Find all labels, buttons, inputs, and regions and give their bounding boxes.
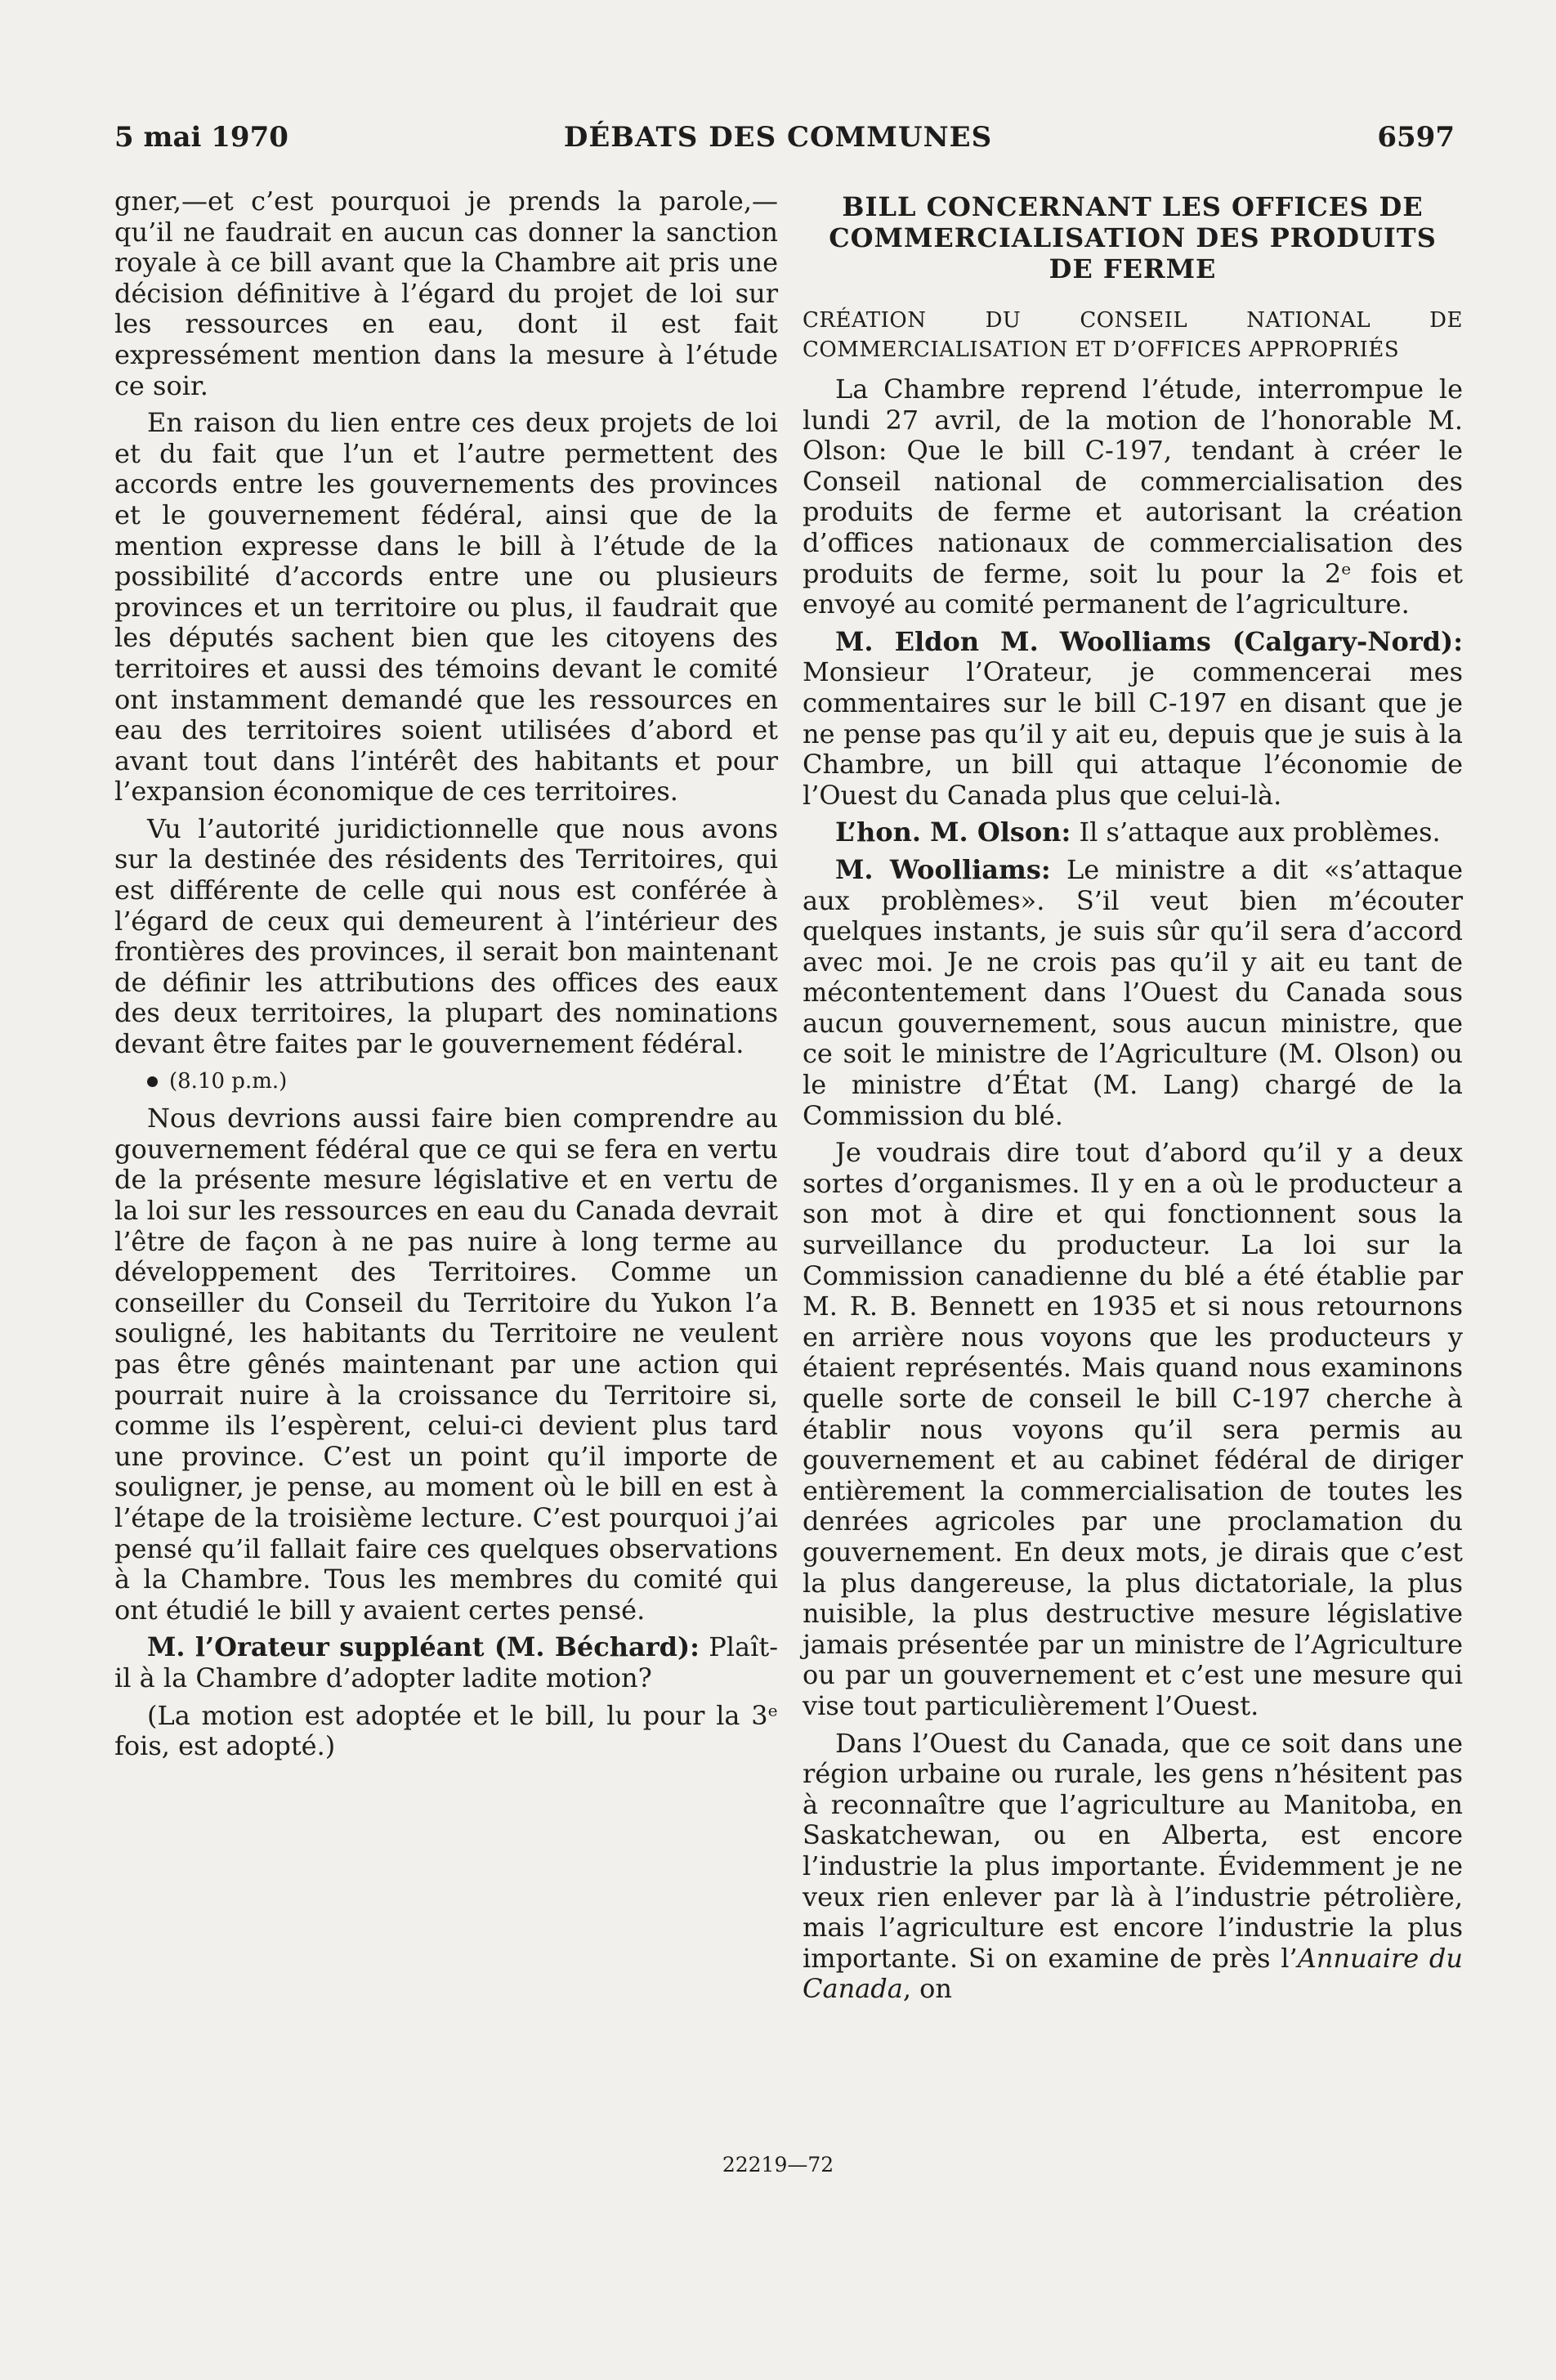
- speech-text: Monsieur l’Orateur, je commencerai mes commentaires sur le bill C-197 en disant que je ne pense pas qu’il y ait eu, depuis que je suis à la Chambre, un bill qui attaque l’économie de l’Ouest du Canada plus que celui-là.: [803, 656, 1463, 811]
- paragraph: [114, 1632, 778, 1693]
- publication-title: Annuaire du Canada: [803, 1942, 1464, 2005]
- bullet-icon: [147, 1076, 158, 1087]
- paragraph: [803, 855, 1463, 1131]
- paragraph: gner,—et c’est pourquoi je prends la parole,—qu’il ne faudrait en aucun cas donner la sanction royale à ce bill avant que la Chambre ait pris une décision définitive à l’égard du projet de loi sur les ressources en eau, dont il est fait expressément mention dans la mesure à l’étude ce soir.: [114, 186, 778, 401]
- page-number: 6597: [1377, 121, 1455, 154]
- paragraph: [803, 817, 1463, 848]
- paragraph: La Chambre reprend l’étude, interrompue le lundi 27 avril, de la motion de l’honorable M. Olson: Que le bill C-197, tendant à créer le Conseil national de commercialisation des produits de ferme et autorisant la création d’offices nationaux de commercialisation des produits de ferme, soit lu pour la 2ᵉ fois et envoyé au comité permanent de l’agriculture.: [803, 374, 1463, 620]
- paragraph: [803, 1729, 1463, 2005]
- speech-text: Le ministre a dit «s’attaque aux problèmes». S’il veut bien m’écouter quelques instants, je suis sûr qu’il sera d’accord avec moi. Je ne crois pas qu’il y ait eu tant de mécontentement dans l’Ouest du Canada sous aucun gouvernement, sous aucun ministre, que ce soit le ministre de l’Agriculture (M. Olson) ou le ministre d’État (M. Lang) chargé de la Commission du blé.: [803, 853, 1464, 1131]
- text-segment: Dans l’Ouest du Canada, que ce soit dans une région urbaine ou rurale, les gens n’hésitent pas à reconnaître que l’agriculture au Manitoba, en Saskatchewan, ou en Alberta, est encore l’industrie la plus importante. Évidemment je ne veux rien enlever par là à l’industrie pétrolière, mais l’agriculture est encore l’industrie la plus importante. Si on examine de près l’: [803, 1727, 1463, 1974]
- text-segment: , on: [902, 1973, 953, 2005]
- speaker-name: M. Eldon M. Woolliams (Calgary-Nord):: [835, 625, 1463, 657]
- right-column: [803, 186, 1463, 2011]
- time-text: (8.10 p.m.): [169, 1068, 288, 1094]
- left-column: [114, 186, 778, 1769]
- speaker-name: L’hon. M. Olson:: [835, 816, 1071, 848]
- paragraph: (La motion est adoptée et le bill, lu pour la 3ᵉ fois, est adopté.): [114, 1699, 778, 1762]
- speech-text: Plaît-il à la Chambre d’adopter ladite motion?: [114, 1631, 779, 1693]
- footer-code: 22219—72: [722, 2153, 834, 2176]
- paragraph: Vu l’autorité juridictionnelle que nous avons sur la destinée des résidents des Territoires, qui est différente de celle qui nous est conférée à l’égard de ceux qui demeurent à l’intérieur des frontières des provinces, il serait bon maintenant de définir les attributions des offices des eaux des deux territoires, la plupart des nominations devant être faites par le gouvernement fédéral.: [114, 812, 778, 1060]
- speaker-name: M. Woolliams:: [835, 853, 1051, 885]
- speech-text: Il s’attaque aux problèmes.: [1079, 816, 1441, 848]
- speaker-name: M. l’Orateur suppléant (M. Béchard):: [147, 1631, 700, 1663]
- bill-title: BILL CONCERNANT LES OFFICES DE COMMERCIALISATION DES PRODUITS DE FERME: [829, 191, 1437, 284]
- header-date: 5 mai 1970: [114, 121, 288, 154]
- paragraph: Je voudrais dire tout d’abord qu’il y a deux sortes d’organismes. Il y en a où le producteur a son mot à dire et qui fonctionnent sous la surveillance du producteur. La loi sur la Commission canadienne du blé a été établie par M. R. B. Bennett en 1935 et si nous retournons en arrière nous voyons que les producteurs y étaient représentés. Mais quand nous examinons quelle sorte de conseil le bill C-197 cherche à établir nous voyons qu’il sera permis au gouvernement et au cabinet fédéral de diriger entièrement la commercialisation de toutes les denrées agricoles par une proclamation du gouvernement. En deux mots, je dirais que c’est la plus dangereuse, la plus dictatoriale, la plus nuisible, la plus destructive mesure législative jamais présentée par un ministre de l’Agriculture ou par un gouvernement et c’est une mesure qui vise tout particulièrement l’Ouest.: [803, 1137, 1463, 1721]
- paragraph: En raison du lien entre ces deux projets de loi et du fait que l’un et l’autre permettent des accords entre les gouvernements des provinces et le gouvernement fédéral, ainsi que de la mention expresse dans le bill à l’étude de la possibilité d’accords entre une ou plusieurs provinces et un territoire ou plus, il faudrait que les députés sachent bien que les citoyens des territoires et aussi des témoins devant le comité ont instamment demandé que les ressources en eau des territoires soient utilisées d’abord et avant tout dans l’intérêt des habitants et pour l’expansion économique de ces territoires.: [114, 407, 778, 808]
- header-title: DÉBATS DES COMMUNES: [563, 121, 993, 154]
- time-stamp: [114, 1067, 778, 1098]
- paragraph: Nous devrions aussi faire bien comprendre au gouvernement fédéral que ce qui se fera en vertu de la présente mesure législative et en vertu de la loi sur les ressources en eau du Canada devrait l’être de façon à ne pas nuire à long terme au développement des Territoires. Comme un conseiller du Conseil du Territoire du Yukon l’a souligné, les habitants du Territoire ne veulent pas être gênés maintenant par une action qui pourrait nuire à la croissance du Territoire si, comme ils l’espèrent, celui-ci devient plus tard une province. C’est un point qu’il importe de souligner, je pense, au moment où le bill en est à l’étape de la troisième lecture. C’est pourquoi j’ai pensé qu’il fallait faire ces quelques observations à la Chambre. Tous les membres du comité qui ont étudié le bill y avaient certes pensé.: [114, 1103, 778, 1626]
- sub-title: CRÉATION DU CONSEIL NATIONAL DE COMMERCIALISATION ET D’OFFICES APPROPRIÉS: [803, 308, 1463, 362]
- paragraph: [803, 627, 1463, 812]
